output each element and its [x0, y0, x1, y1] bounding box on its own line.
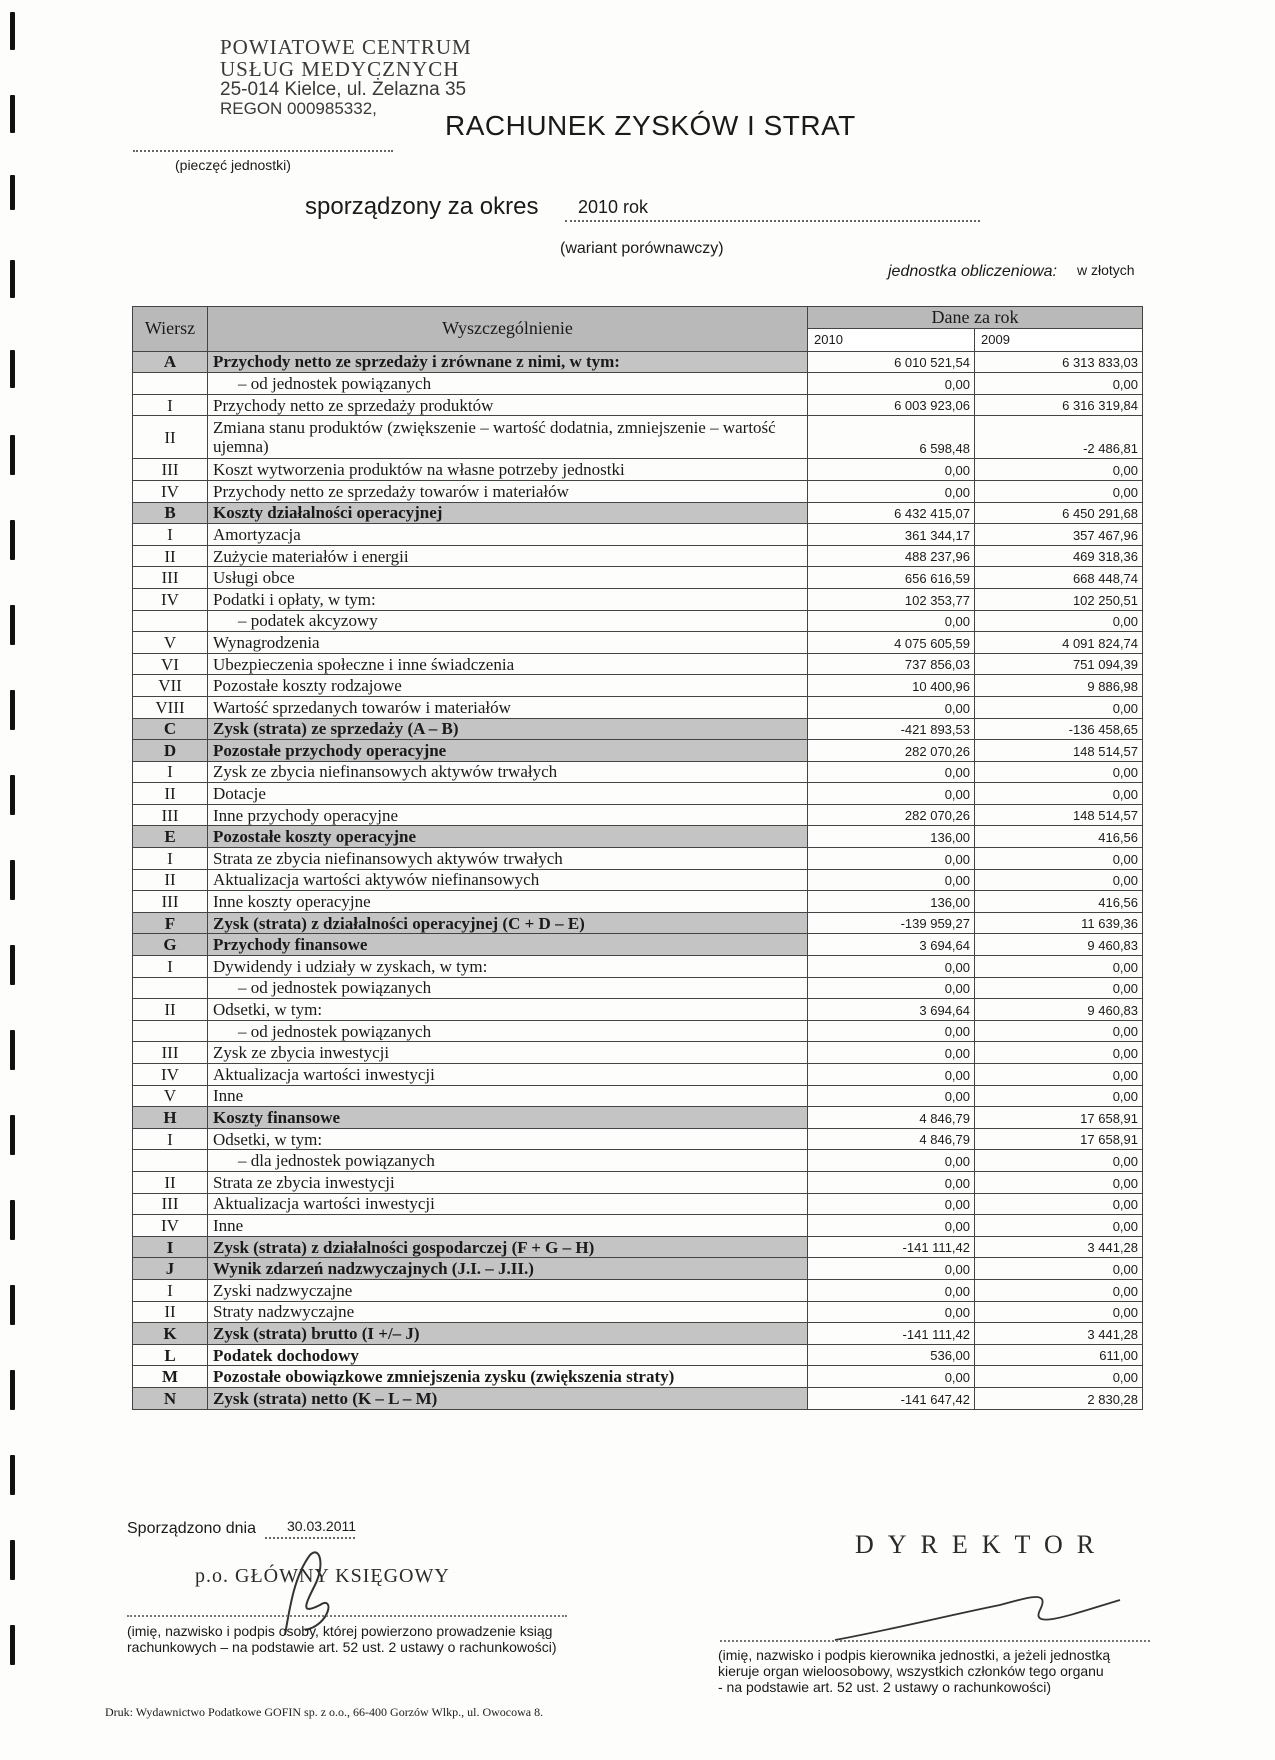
row-description: Koszty działalności operacyjnej	[208, 502, 808, 524]
row-code: IV	[133, 1215, 208, 1237]
director-note: (imię, nazwisko i podpis kierownika jednostki, a jeżeli jednostką kieruje organ wieloosobowy, wszystkich członków tego organu - na podstawie art. 52 ust. 2 ustawy o rachunkowości)	[718, 1647, 1111, 1695]
unit-value: w złotych	[1077, 262, 1135, 278]
row-value-2009: 611,00	[975, 1344, 1143, 1366]
table-row	[133, 373, 1143, 395]
row-code	[133, 977, 208, 999]
row-value-2010: 6 598,48	[808, 416, 975, 459]
row-value-2010: -141 111,42	[808, 1236, 975, 1258]
stamp-address: 25-014 Kielce, ul. Żelazna 35	[220, 79, 467, 101]
row-description: Podatki i opłaty, w tym:	[208, 588, 808, 610]
row-value-2009: 0,00	[975, 1020, 1143, 1042]
row-code: III	[133, 891, 208, 913]
row-code: G	[133, 934, 208, 956]
row-code: C	[133, 718, 208, 740]
row-description: Przychody netto ze sprzedaży i zrównane z nimi, w tym:	[208, 351, 808, 373]
row-description: Zyski nadzwyczajne	[208, 1279, 808, 1301]
row-value-2010: 0,00	[808, 869, 975, 891]
row-description: Ubezpieczenia społeczne i inne świadczenia	[208, 653, 808, 675]
row-code: F	[133, 912, 208, 934]
row-value-2010: 0,00	[808, 480, 975, 502]
table-row	[133, 1279, 1143, 1301]
period-label: sporządzony za okres	[305, 193, 539, 220]
row-value-2009: 0,00	[975, 1279, 1143, 1301]
row-description: – dla jednostek powiązanych	[208, 1150, 808, 1172]
row-value-2009: 0,00	[975, 459, 1143, 481]
row-code: II	[133, 416, 208, 459]
row-value-2010: 0,00	[808, 1042, 975, 1064]
row-value-2009: 148 514,57	[975, 740, 1143, 762]
row-value-2010: 0,00	[808, 1215, 975, 1237]
row-value-2009: 9 460,83	[975, 934, 1143, 956]
table-row	[133, 718, 1143, 740]
row-code: II	[133, 1171, 208, 1193]
row-description: – od jednostek powiązanych	[208, 977, 808, 999]
table-row	[133, 1085, 1143, 1107]
row-code: L	[133, 1344, 208, 1366]
row-code: J	[133, 1258, 208, 1280]
table-row	[133, 891, 1143, 913]
table-row	[133, 1042, 1143, 1064]
row-value-2009: 0,00	[975, 1258, 1143, 1280]
table-row	[133, 1258, 1143, 1280]
header-row-number: Wiersz	[133, 307, 208, 352]
table-row	[133, 653, 1143, 675]
binder-mark	[10, 260, 15, 298]
table-row	[133, 480, 1143, 502]
row-value-2010: 3 694,64	[808, 999, 975, 1021]
row-value-2009: 3 441,28	[975, 1236, 1143, 1258]
row-description: Aktualizacja wartości inwestycji	[208, 1193, 808, 1215]
row-code: III	[133, 567, 208, 589]
table-row	[133, 1020, 1143, 1042]
row-code	[133, 1020, 208, 1042]
row-value-2009: 0,00	[975, 480, 1143, 502]
row-value-2009: 416,56	[975, 826, 1143, 848]
row-value-2009: 416,56	[975, 891, 1143, 913]
stamp-line: USŁUG MEDYCZNYCH	[220, 57, 460, 82]
binder-mark	[10, 1540, 15, 1580]
row-code: III	[133, 1193, 208, 1215]
binder-mark	[10, 1285, 15, 1325]
row-value-2009: 4 091 824,74	[975, 632, 1143, 654]
table-row	[133, 1171, 1143, 1193]
table-row	[133, 675, 1143, 697]
row-value-2009: 0,00	[975, 956, 1143, 978]
row-description: Pozostałe przychody operacyjne	[208, 740, 808, 762]
row-description: Zysk (strata) ze sprzedaży (A – B)	[208, 718, 808, 740]
row-value-2009: 0,00	[975, 1366, 1143, 1388]
row-value-2009: 357 467,96	[975, 524, 1143, 546]
row-code: V	[133, 632, 208, 654]
table-row	[133, 1215, 1143, 1237]
accountant-note: (imię, nazwisko i podpis osoby, której powierzono prowadzenie ksiąg rachunkowych – na podstawie art. 52 ust. 2 ustawy o rachunkowości)	[127, 1623, 557, 1655]
stamp-regon: REGON 000985332,	[220, 99, 377, 119]
row-value-2010: 136,00	[808, 826, 975, 848]
row-value-2010: -421 893,53	[808, 718, 975, 740]
row-code: II	[133, 1301, 208, 1323]
row-code: II	[133, 783, 208, 805]
stamp-line: POWIATOWE CENTRUM	[220, 35, 472, 59]
row-value-2010: 0,00	[808, 848, 975, 870]
row-value-2010: 136,00	[808, 891, 975, 913]
binder-mark	[10, 1625, 15, 1665]
header-data-for-year: Dane za rok	[808, 307, 1143, 329]
table-row	[133, 351, 1143, 373]
row-code: M	[133, 1366, 208, 1388]
row-value-2009: 0,00	[975, 696, 1143, 718]
row-code: III	[133, 1042, 208, 1064]
row-value-2010: 361 344,17	[808, 524, 975, 546]
row-code: I	[133, 394, 208, 416]
table-row	[133, 826, 1143, 848]
row-description: Zysk (strata) netto (K – L – M)	[208, 1387, 808, 1409]
period-dotted-line	[565, 220, 980, 222]
row-description: Zysk (strata) z działalności operacyjnej (C + D – E)	[208, 912, 808, 934]
row-value-2010: 0,00	[808, 610, 975, 632]
row-value-2009: 0,00	[975, 610, 1143, 632]
row-description: Pozostałe koszty operacyjne	[208, 826, 808, 848]
binder-mark	[10, 1455, 15, 1495]
row-value-2010: 3 694,64	[808, 934, 975, 956]
row-value-2009: 0,00	[975, 1085, 1143, 1107]
table-row	[133, 956, 1143, 978]
row-value-2010: 6 432 415,07	[808, 502, 975, 524]
row-description: Przychody netto ze sprzedaży towarów i materiałów	[208, 480, 808, 502]
row-description: Wartość sprzedanych towarów i materiałów	[208, 696, 808, 718]
row-value-2009: 2 830,28	[975, 1387, 1143, 1409]
header-year-2010: 2010	[808, 328, 975, 351]
table-row	[133, 416, 1143, 459]
row-code: III	[133, 459, 208, 481]
row-value-2010: 0,00	[808, 696, 975, 718]
binder-mark	[10, 95, 15, 133]
row-value-2009: 0,00	[975, 1171, 1143, 1193]
row-value-2010: 0,00	[808, 1171, 975, 1193]
row-value-2009: 0,00	[975, 1301, 1143, 1323]
row-code: I	[133, 956, 208, 978]
row-value-2009: 6 450 291,68	[975, 502, 1143, 524]
table-row	[133, 1150, 1143, 1172]
row-description: – od jednostek powiązanych	[208, 1020, 808, 1042]
row-value-2009: 0,00	[975, 1215, 1143, 1237]
row-code: III	[133, 804, 208, 826]
row-value-2009: 0,00	[975, 848, 1143, 870]
binder-mark	[10, 175, 15, 210]
table-row	[133, 502, 1143, 524]
binder-mark	[10, 12, 15, 50]
row-value-2009: 0,00	[975, 761, 1143, 783]
table-row	[133, 912, 1143, 934]
row-code: K	[133, 1323, 208, 1345]
row-code: II	[133, 869, 208, 891]
row-code: II	[133, 545, 208, 567]
row-value-2010: 4 846,79	[808, 1128, 975, 1150]
row-value-2010: 0,00	[808, 761, 975, 783]
table-row	[133, 1236, 1143, 1258]
row-code: H	[133, 1107, 208, 1129]
row-description: Dotacje	[208, 783, 808, 805]
table-row	[133, 459, 1143, 481]
row-value-2009: -2 486,81	[975, 416, 1143, 459]
binder-mark	[10, 775, 15, 815]
row-value-2009: 0,00	[975, 1042, 1143, 1064]
table-row	[133, 869, 1143, 891]
row-value-2010: 0,00	[808, 1366, 975, 1388]
table-row	[133, 524, 1143, 546]
header-year-2009: 2009	[975, 328, 1143, 351]
unit-label: jednostka obliczeniowa:	[888, 263, 1057, 280]
table-row	[133, 394, 1143, 416]
row-value-2009: 0,00	[975, 783, 1143, 805]
row-code: B	[133, 502, 208, 524]
table-row	[133, 740, 1143, 762]
seal-dotted-line	[133, 150, 393, 152]
row-value-2009: 17 658,91	[975, 1107, 1143, 1129]
row-description: Koszty finansowe	[208, 1107, 808, 1129]
row-description: Przychody finansowe	[208, 934, 808, 956]
table-row	[133, 632, 1143, 654]
row-description: Zmiana stanu produktów (zwiększenie – wartość dodatnia, zmniejszenie – wartość ujemna)	[208, 416, 808, 459]
row-code: VI	[133, 653, 208, 675]
table-body	[133, 351, 1143, 1409]
table-row	[133, 588, 1143, 610]
row-value-2010: 488 237,96	[808, 545, 975, 567]
director-stamp: DYREKTOR	[855, 1530, 1109, 1559]
row-code: II	[133, 999, 208, 1021]
row-value-2009: 148 514,57	[975, 804, 1143, 826]
binder-mark	[10, 1370, 15, 1410]
row-code: IV	[133, 1064, 208, 1086]
profit-loss-table	[132, 306, 1143, 1410]
row-code: E	[133, 826, 208, 848]
row-code: IV	[133, 588, 208, 610]
row-value-2009: 0,00	[975, 1150, 1143, 1172]
row-value-2009: 0,00	[975, 1064, 1143, 1086]
row-value-2010: 6 003 923,06	[808, 394, 975, 416]
row-description: Inne przychody operacyjne	[208, 804, 808, 826]
row-description: Aktualizacja wartości inwestycji	[208, 1064, 808, 1086]
row-description: – od jednostek powiązanych	[208, 373, 808, 395]
table-row	[133, 696, 1143, 718]
row-code: VIII	[133, 696, 208, 718]
prepared-date-value: 30.03.2011	[287, 1518, 357, 1534]
table-row	[133, 761, 1143, 783]
row-value-2010: 0,00	[808, 1150, 975, 1172]
institution-stamp	[220, 36, 472, 118]
row-value-2009: 17 658,91	[975, 1128, 1143, 1150]
prepared-date-label: Sporządzono dnia	[127, 1520, 256, 1537]
row-code: I	[133, 524, 208, 546]
row-description: Odsetki, w tym:	[208, 999, 808, 1021]
row-value-2009: 0,00	[975, 373, 1143, 395]
row-description: – podatek akcyzowy	[208, 610, 808, 632]
row-code	[133, 610, 208, 632]
row-code: IV	[133, 480, 208, 502]
table-row	[133, 1323, 1143, 1345]
row-value-2010: 0,00	[808, 956, 975, 978]
table-row	[133, 1128, 1143, 1150]
row-value-2009: 0,00	[975, 1193, 1143, 1215]
row-description: Przychody netto ze sprzedaży produktów	[208, 394, 808, 416]
header-description: Wyszczególnienie	[208, 307, 808, 352]
row-value-2010: -139 959,27	[808, 912, 975, 934]
row-description: Strata ze zbycia niefinansowych aktywów trwałych	[208, 848, 808, 870]
row-code: I	[133, 1236, 208, 1258]
row-code: I	[133, 848, 208, 870]
binder-mark	[10, 520, 15, 560]
row-code: N	[133, 1387, 208, 1409]
row-value-2009: 0,00	[975, 869, 1143, 891]
binder-mark	[10, 945, 15, 985]
row-value-2010: 102 353,77	[808, 588, 975, 610]
print-info: Druk: Wydawnictwo Podatkowe GOFIN sp. z o.o., 66-400 Gorzów Wlkp., ul. Owocowa 8.	[105, 1705, 544, 1719]
table-row	[133, 1064, 1143, 1086]
row-value-2010: 282 070,26	[808, 740, 975, 762]
binder-mark	[10, 605, 15, 645]
row-value-2010: 282 070,26	[808, 804, 975, 826]
row-description: Inne koszty operacyjne	[208, 891, 808, 913]
row-value-2010: 0,00	[808, 373, 975, 395]
row-value-2010: -141 111,42	[808, 1323, 975, 1345]
row-value-2010: 4 846,79	[808, 1107, 975, 1129]
director-signature	[830, 1585, 1130, 1645]
row-value-2010: 0,00	[808, 1279, 975, 1301]
table-row	[133, 610, 1143, 632]
row-code: I	[133, 1279, 208, 1301]
seal-label: (pieczęć jednostki)	[175, 157, 291, 173]
accountant-dotted-line	[127, 1615, 567, 1617]
row-code	[133, 373, 208, 395]
row-description: Podatek dochodowy	[208, 1344, 808, 1366]
chief-accountant-stamp: p.o. GŁÓWNY KSIĘGOWY	[195, 1565, 450, 1587]
variant-label: (wariant porównawczy)	[560, 240, 724, 257]
period-value: 2010 rok	[578, 197, 649, 217]
row-value-2010: 536,00	[808, 1344, 975, 1366]
row-value-2010: 656 616,59	[808, 567, 975, 589]
table-row	[133, 1107, 1143, 1129]
row-value-2009: 9 886,98	[975, 675, 1143, 697]
table-row	[133, 545, 1143, 567]
document-title: RACHUNEK ZYSKÓW I STRAT	[445, 110, 856, 141]
row-description: Zysk (strata) brutto (I +/– J)	[208, 1323, 808, 1345]
row-code: D	[133, 740, 208, 762]
row-value-2009: 6 313 833,03	[975, 351, 1143, 373]
row-code: V	[133, 1085, 208, 1107]
director-dotted-line	[720, 1640, 1150, 1642]
table-row	[133, 567, 1143, 589]
table-row	[133, 1344, 1143, 1366]
row-value-2009: 0,00	[975, 977, 1143, 999]
row-value-2009: 3 441,28	[975, 1323, 1143, 1345]
binder-mark	[10, 1030, 15, 1070]
binder-mark	[10, 435, 15, 475]
row-description: Zużycie materiałów i energii	[208, 545, 808, 567]
binder-mark	[10, 1115, 15, 1155]
binder-mark	[10, 1200, 15, 1240]
row-value-2009: -136 458,65	[975, 718, 1143, 740]
table-row	[133, 1301, 1143, 1323]
row-description: Dywidendy i udziały w zyskach, w tym:	[208, 956, 808, 978]
row-value-2009: 9 460,83	[975, 999, 1143, 1021]
row-value-2010: 0,00	[808, 1085, 975, 1107]
row-description: Usługi obce	[208, 567, 808, 589]
binder-mark	[10, 690, 15, 730]
row-description: Wynagrodzenia	[208, 632, 808, 654]
table-row	[133, 999, 1143, 1021]
row-description: Wynik zdarzeń nadzwyczajnych (J.I. – J.II.)	[208, 1258, 808, 1280]
table-row	[133, 977, 1143, 999]
row-code: I	[133, 761, 208, 783]
row-description: Strata ze zbycia inwestycji	[208, 1171, 808, 1193]
row-value-2010: 0,00	[808, 1193, 975, 1215]
row-value-2010: 737 856,03	[808, 653, 975, 675]
date-dotted-line	[265, 1537, 355, 1539]
row-value-2009: 469 318,36	[975, 545, 1143, 567]
table-row	[133, 804, 1143, 826]
row-description: Inne	[208, 1215, 808, 1237]
row-value-2010: 10 400,96	[808, 675, 975, 697]
row-code: I	[133, 1128, 208, 1150]
row-description: Zysk ze zbycia inwestycji	[208, 1042, 808, 1064]
row-value-2009: 6 316 319,84	[975, 394, 1143, 416]
row-value-2010: 0,00	[808, 783, 975, 805]
table-row	[133, 934, 1143, 956]
binder-mark	[10, 350, 15, 388]
row-description: Aktualizacja wartości aktywów niefinansowych	[208, 869, 808, 891]
table-row	[133, 848, 1143, 870]
row-value-2010: 0,00	[808, 1064, 975, 1086]
row-description: Pozostałe obowiązkowe zmniejszenia zysku (zwiększenia straty)	[208, 1366, 808, 1388]
row-value-2009: 668 448,74	[975, 567, 1143, 589]
row-value-2009: 751 094,39	[975, 653, 1143, 675]
row-code: VII	[133, 675, 208, 697]
row-description: Koszt wytworzenia produktów na własne potrzeby jednostki	[208, 459, 808, 481]
row-description: Pozostałe koszty rodzajowe	[208, 675, 808, 697]
table-row	[133, 1366, 1143, 1388]
row-value-2009: 11 639,36	[975, 912, 1143, 934]
table-row	[133, 1193, 1143, 1215]
row-value-2010: 0,00	[808, 459, 975, 481]
row-value-2010: 6 010 521,54	[808, 351, 975, 373]
row-description: Inne	[208, 1085, 808, 1107]
table-row	[133, 1387, 1143, 1409]
row-description: Odsetki, w tym:	[208, 1128, 808, 1150]
row-value-2009: 102 250,51	[975, 588, 1143, 610]
table-row	[133, 783, 1143, 805]
row-description: Straty nadzwyczajne	[208, 1301, 808, 1323]
binder-mark	[10, 860, 15, 900]
row-value-2010: 4 075 605,59	[808, 632, 975, 654]
row-description: Zysk (strata) z działalności gospodarczej (F + G – H)	[208, 1236, 808, 1258]
row-value-2010: 0,00	[808, 1020, 975, 1042]
row-value-2010: 0,00	[808, 977, 975, 999]
row-value-2010: -141 647,42	[808, 1387, 975, 1409]
row-code: A	[133, 351, 208, 373]
row-description: Zysk ze zbycia niefinansowych aktywów trwałych	[208, 761, 808, 783]
row-code	[133, 1150, 208, 1172]
row-value-2010: 0,00	[808, 1301, 975, 1323]
row-description: Amortyzacja	[208, 524, 808, 546]
row-value-2010: 0,00	[808, 1258, 975, 1280]
